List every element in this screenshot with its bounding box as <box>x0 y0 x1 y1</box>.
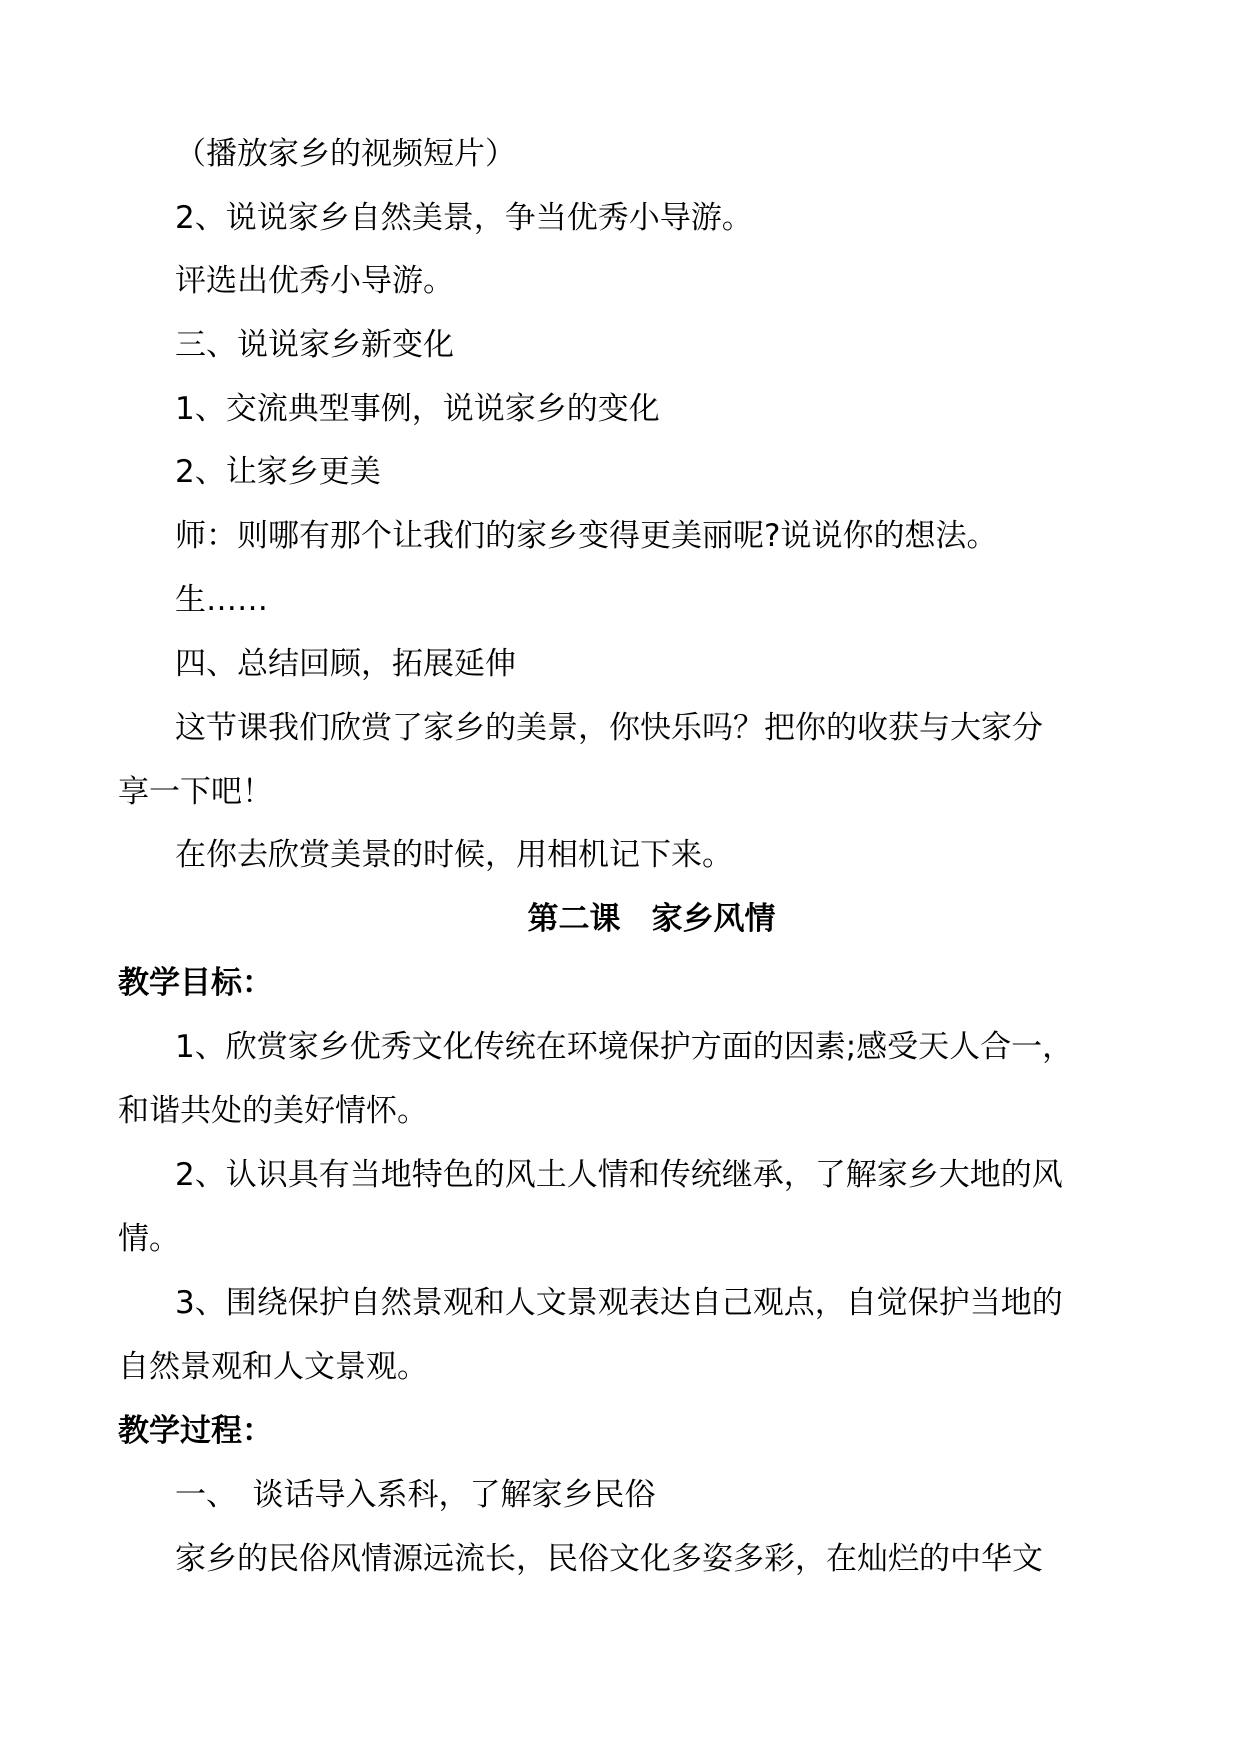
paragraph-video-note: （播放家乡的视频短片） <box>175 136 516 172</box>
paragraph-summary-line1: 这节课我们欣赏了家乡的美景，你快乐吗？把你的收获与大家分 <box>175 710 1043 746</box>
goal-three-line2: 自然景观和人文景观。 <box>118 1349 428 1385</box>
paragraph-summary-line2: 享一下吧！ <box>118 774 273 810</box>
paragraph-teacher-question: 师：则哪有那个让我们的家乡变得更美丽呢?说说你的想法。 <box>175 518 998 554</box>
paragraph-scenery-guide: 2、说说家乡自然美景，争当优秀小导游。 <box>175 200 753 236</box>
goal-three-line1: 3、围绕保护自然景观和人文景观表达自己观点，自觉保护当地的 <box>175 1285 1063 1321</box>
teaching-goals-heading: 教学目标： <box>118 965 273 1001</box>
paragraph-select-guide: 评选出优秀小导游。 <box>175 263 454 299</box>
teaching-process-heading: 教学过程： <box>118 1413 273 1449</box>
goal-one-line2: 和谐共处的美好情怀。 <box>118 1093 428 1129</box>
paragraph-more-beautiful: 2、让家乡更美 <box>175 454 381 490</box>
process-section-one-heading: 一、 谈话导入系科，了解家乡民俗 <box>175 1477 656 1513</box>
section-four-heading: 四、总结回顾，拓展延伸 <box>175 646 516 682</box>
lesson-two-title: 第二课 家乡风情 <box>527 901 776 937</box>
paragraph-camera-note: 在你去欣赏美景的时候，用相机记下来。 <box>175 837 733 873</box>
goal-two-line1: 2、认识具有当地特色的风土人情和传统继承，了解家乡大地的风 <box>175 1157 1063 1193</box>
paragraph-folk-customs: 家乡的民俗风情源远流长，民俗文化多姿多彩，在灿烂的中华文 <box>175 1541 1043 1577</box>
goal-two-line2: 情。 <box>118 1221 180 1257</box>
goal-one-line1: 1、欣赏家乡优秀文化传统在环境保护方面的因素;感受天人合一， <box>175 1029 1074 1065</box>
paragraph-exchange-examples: 1、交流典型事例，说说家乡的变化 <box>175 391 660 427</box>
paragraph-student-answer: 生…… <box>175 582 268 618</box>
section-three-heading: 三、说说家乡新变化 <box>175 327 454 363</box>
